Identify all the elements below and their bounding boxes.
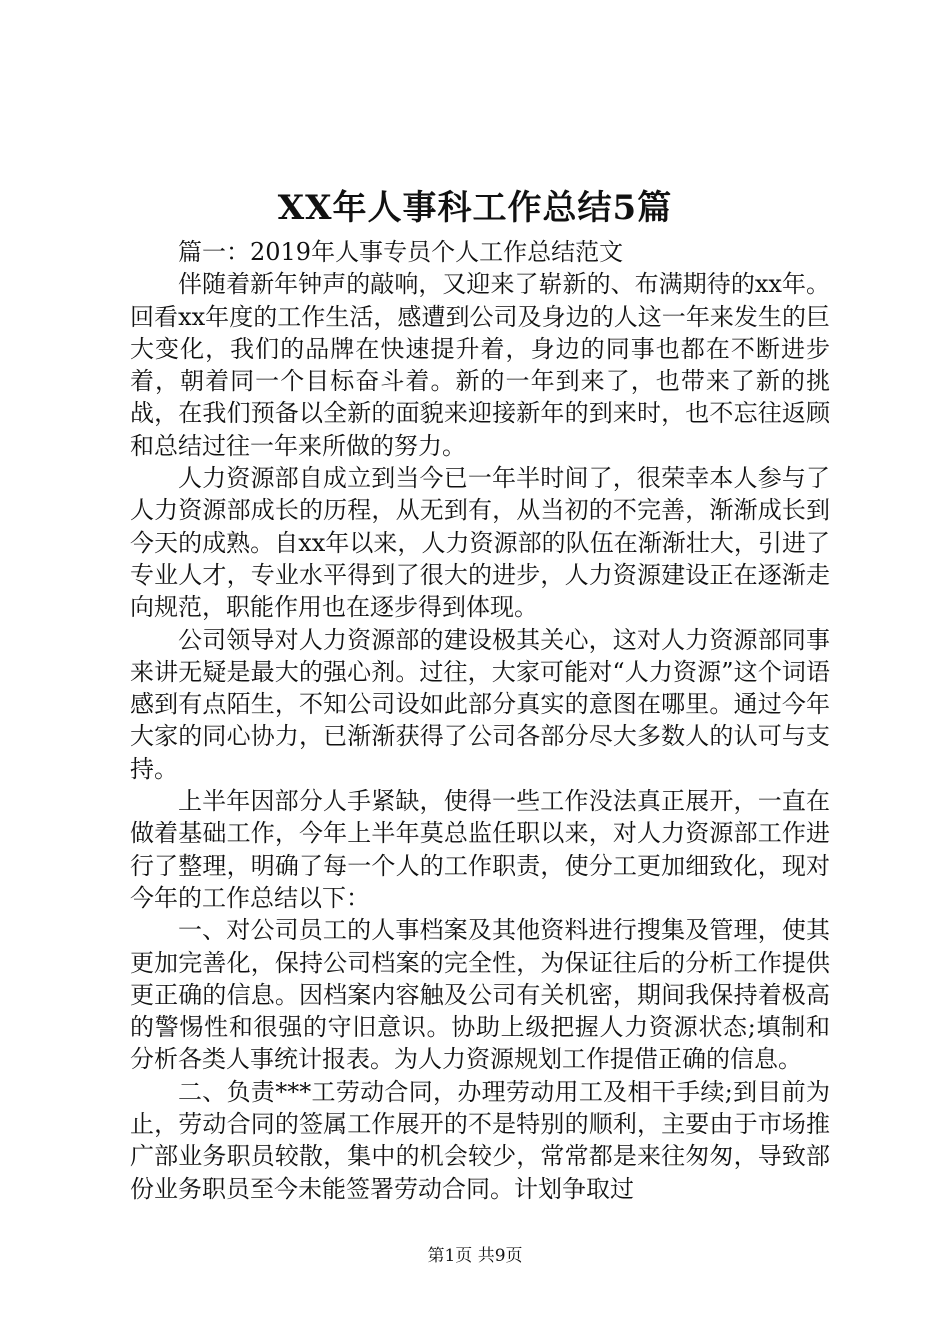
- document-title: XX年人事科工作总结5篇: [277, 188, 673, 228]
- page-footer: 第1页 共9页: [427, 1246, 523, 1266]
- paragraph: 一、对公司员工的人事档案及其他资料进行搜集及管理，使其更加完善化，保持公司档案的完全性，为保证往后的分析工作提供更正确的信息。因档案内容触及公司有关机密，期间我保持着极高的警惕性和很强的守旧意识。协助上级把握人力资源状态;填制和分析各类人事统计报表。为人力资源规划工作提借正确的信息。: [130, 916, 830, 1074]
- paragraph: 伴随着新年钟声的敲响，又迎来了崭新的、布满期待的xx年。回看xx年度的工作生活，感遭到公司及身边的人这一年来发生的巨大变化，我们的品牌在快速提升着，身边的同事也都在不断进步着，朝着同一个目标奋斗着。新的一年到来了，也带来了新的挑战，在我们预备以全新的面貌来迎接新年的到来时，也不忘往返顾和总结过往一年来所做的努力。: [130, 270, 830, 460]
- document-body: [130, 236, 830, 1205]
- paragraph: 公司领导对人力资源部的建设极其关心，这对人力资源部同事来讲无疑是最大的强心剂。过往，大家可能对“人力资源”这个词语感到有点陌生，不知公司设如此部分真实的意图在哪里。通过今年大家的同心协力，已渐渐获得了公司各部分尽大多数人的认可与支持。: [130, 625, 830, 783]
- paragraph: 人力资源部自成立到当今已一年半时间了，很荣幸本人参与了人力资源部成长的历程，从无到有，从当初的不完善，渐渐成长到今天的成熟。自xx年以来，人力资源部的队伍在渐渐壮大，引进了专业人才，专业水平得到了很大的进步，人力资源建设正在逐渐走向规范，职能作用也在逐步得到体现。: [130, 464, 830, 622]
- paragraph: 上半年因部分人手紧缺，使得一些工作没法真正展开，一直在做着基础工作，今年上半年莫总监任职以来，对人力资源部工作进行了整理，明确了每一个人的工作职责，使分工更加细致化，现对今年的工作总结以下：: [130, 787, 830, 912]
- section-heading: 篇一：2019年人事专员个人工作总结范文: [178, 238, 624, 266]
- paragraph: 二、负责***工劳动合同，办理劳动用工及相干手续;到目前为止，劳动合同的签属工作展开的不是特别的顺利，主要由于市场推广部业务职员较散，集中的机会较少，常常都是来往匆匆，导致部份业务职员至今未能签署劳动合同。计划争取过: [130, 1077, 830, 1203]
